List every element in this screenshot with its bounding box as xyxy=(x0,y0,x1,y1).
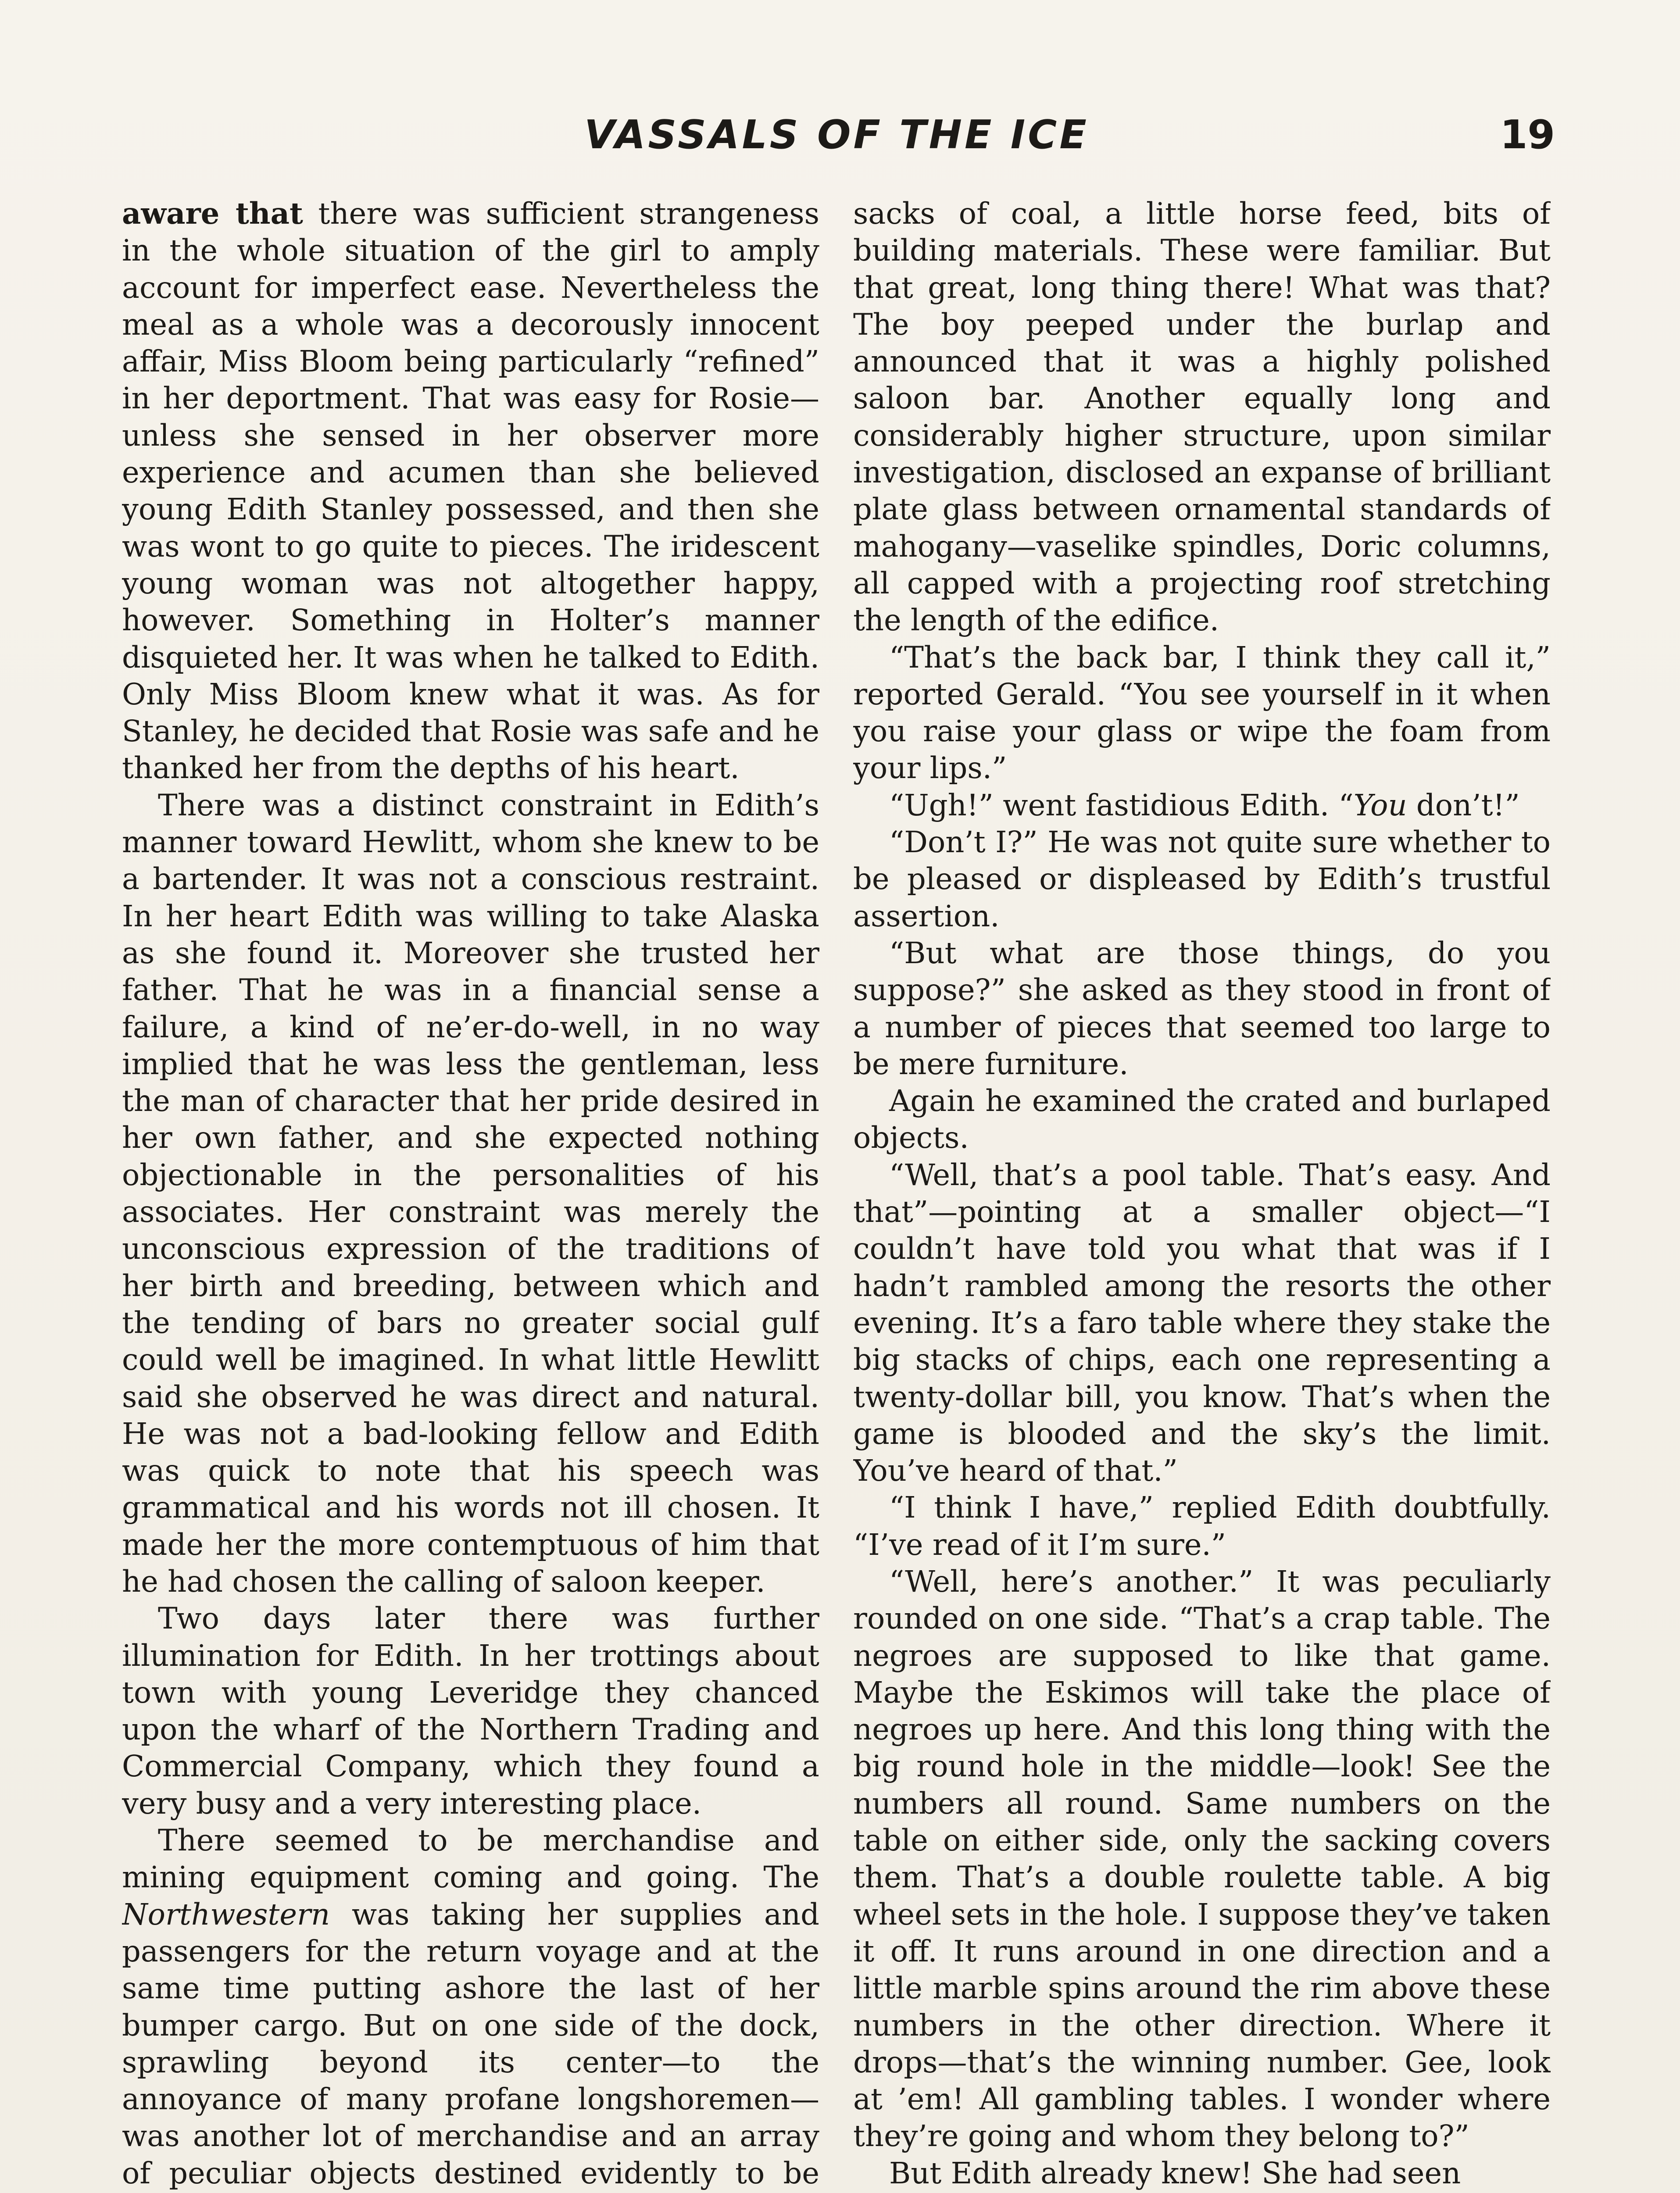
paragraph: Again he examined the crated and burlaped objects. xyxy=(853,1084,1551,1155)
paragraph: But Edith already knew! She had seen xyxy=(889,2156,1461,2190)
paragraph: “But what are those things, do you suppose?” she asked as they stood in front of a number of pieces that seemed too large to be mere furniture. xyxy=(853,936,1551,1081)
paragraph-text: don’t!” xyxy=(1407,788,1520,822)
page-header xyxy=(118,112,1555,164)
text-columns xyxy=(122,195,1551,2193)
paragraph xyxy=(122,1822,819,2193)
emphasis: You xyxy=(1353,788,1407,822)
paragraph: Two days later there was further illumination for Edith. In her trottings about town with young Leveridge they chanced upon the wharf of the Northern Trading and Commercial Company, which they found a very busy and a very interesting place. xyxy=(122,1601,819,1821)
paragraph: “Well, that’s a pool table. That’s easy. And that”—pointing at a smaller object—“I couldn’t have told you what that was if I hadn’t rambled among the resorts the other evening. It’s a faro table where they stake the big stacks of chips, each one representing a twenty-dollar bill, you know. That’s when the game is blooded and the sky’s the limit. You’ve heard of that.” xyxy=(853,1157,1551,1488)
lead-words: aware that xyxy=(122,196,304,231)
page-number: 19 xyxy=(1500,112,1555,158)
paragraph: “Don’t I?” He was not quite sure whether to be pleased or displeased by Edith’s trustful assertion. xyxy=(853,825,1551,933)
right-column xyxy=(853,195,1551,2193)
paragraph: There was a distinct constraint in Edith’s manner toward Hewlitt, whom she knew to be a bartender. It was not a conscious restraint. In her heart Edith was willing to take Alaska as she found it. Moreover she trusted her father. That he was in a financial sense a failure, a kind of ne’er-do-well, in no way implied that he was less the gentleman, less the man of character that her pride desired in her own father, and she expected nothing objectionable in the personalities of his associates. Her constraint was merely the unconscious expression of the traditions of her birth and breeding, between which and the tending of bars no greater social gulf could well be imagined. In what little Hewlitt said she observed he was direct and natural. He was not a bad-looking fellow and Edith was quick to note that his speech was grammatical and his words not ill chosen. It made her the more contemptuous of him that he had chosen the calling of saloon keeper. xyxy=(122,788,819,1599)
paragraph: sacks of coal, a little horse feed, bits of building materials. These were familiar. But that great, long thing there! What was that? The boy peeped under the burlap and announced that it was a highly polished saloon bar. Another equally long and considerably higher structure, upon similar investigation, disclosed an expanse of brilliant plate glass between ornamental standards of mahogany—vaselike spindles, Doric columns, all capped with a projecting roof stretching the length of the edifice. xyxy=(853,196,1551,638)
paragraph-text: was taking her supplies and passengers for the return voyage and at the same time putting ashore the last of her bumper cargo. But on one side of the dock, sprawling beyond its center—to the annoyance of many profane longshoremen—was another lot of merchandise and an array of peculiar objects destined evidently to be xyxy=(122,1897,819,2190)
left-column xyxy=(122,195,819,2193)
paragraph-text: “Ugh!” went fastidious Edith. “ xyxy=(889,788,1354,822)
ship-name: Northwestern xyxy=(122,1897,330,1932)
paragraph-text: There seemed to be merchandise and mining equipment coming and going. The xyxy=(122,1823,819,1895)
paragraph-text: there was sufficient strangeness in the whole situation of the girl to amply account for imperfect ease. Nevertheless the meal as a whole was a decorously innocent affair, Miss Bloom being particularly “refined” in her deportment. That was easy for Rosie—unless she sensed in her observer more experience and acumen than she believed young Edith Stanley possessed, and then she was wont to go quite to pieces. The iridescent young woman was not altogether happy, however. Something in Holter’s manner disquieted her. It was when he talked to Edith. Only Miss Bloom knew what it was. As for Stanley, he decided that Rosie was safe and he thanked her from the depths of his heart. xyxy=(122,196,819,786)
running-title: VASSALS OF THE ICE xyxy=(584,112,1089,158)
paragraph xyxy=(853,787,1551,824)
paragraph: “That’s the back bar, I think they call it,” reported Gerald. “You see yourself in it when you raise your glass or wipe the foam from your lips.” xyxy=(853,640,1551,786)
paragraph xyxy=(122,195,819,787)
paragraph: “I think I have,” replied Edith doubtfully. “I’ve read of it I’m sure.” xyxy=(853,1490,1551,1562)
paragraph: “Well, here’s another.” It was peculiarly rounded on one side. “That’s a crap table. The negroes are supposed to like that game. Maybe the Eskimos will take the place of negroes up here. And this long thing with the big round hole in the middle—look! See the numbers all round. Same numbers on the table on either side, only the sacking covers them. That’s a double roulette table. A big wheel sets in the hole. I suppose they’ve taken it off. It runs around in one direction and a little marble spins around the rim above these numbers in the other direction. Where it drops—that’s the winning number. Gee, look at ’em! All gambling tables. I wonder where they’re going and whom they belong to?” xyxy=(853,1564,1551,2154)
